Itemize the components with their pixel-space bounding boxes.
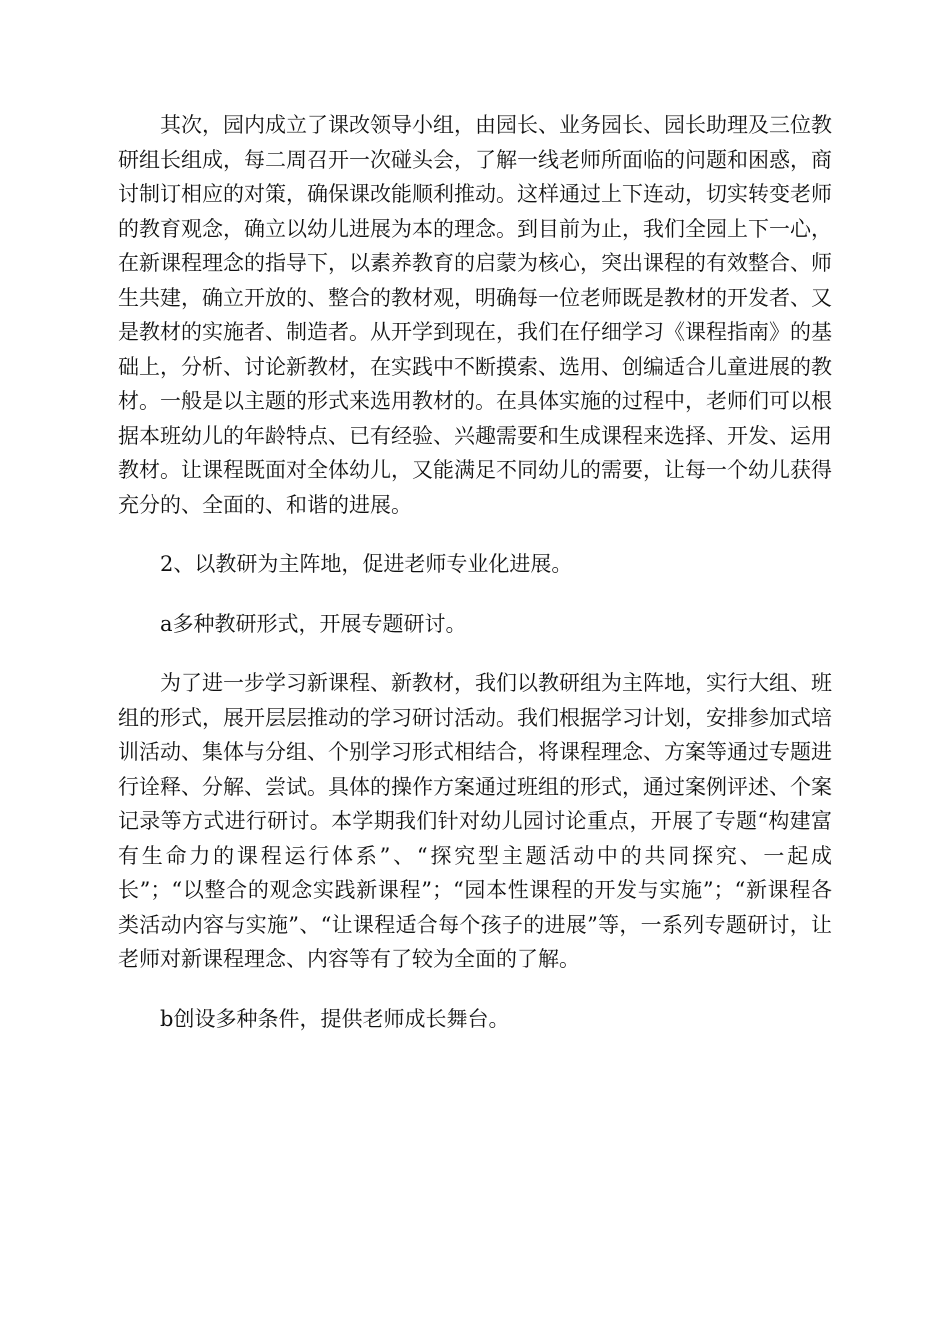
paragraph-research-activities: 为了进一步学习新课程、新教材，我们以教研组为主阵地，实行大组、班组的形式，展开层层推动的学习研讨活动。我们根据学习计划，安排参加式培训活动、集体与分组、个别学习形式相结合，将课程理念、方案等通过专题进行诠释、分解、尝试。具体的操作方案通过班组的形式，通过案例评述、个案记录等方式进行研讨。本学期我们针对幼儿园讨论重点，开展了专题“构建富有生命力的课程运行体系”、“探究型主题活动中的共同探究、一起成长”；“以整合的观念实践新课程”；“园本性课程的开发与实施”；“新课程各类活动内容与实施”、“让课程适合每个孩子的进展”等，一系列专题研讨，让老师对新课程理念、内容等有了较为全面的了解。 [118,671,832,971]
heading-teaching-research: 2、以教研为主阵地，促进老师专业化进展。 [160,552,573,576]
document-page [118,108,832,1036]
paragraph-curriculum-reform-group: 其次，园内成立了课改领导小组，由园长、业务园长、园长助理及三位教研组长组成，每二周召开一次碰头会，了解一线老师所面临的问题和困惑，商讨制订相应的对策，确保课改能顺利推动。这样通过上下连动，切实转变老师的教育观念，确立以幼儿进展为本的理念。到目前为止，我们全园上下一心，在新课程理念的指导下，以素养教育的启蒙为核心，突出课程的有效整合、师生共建，确立开放的、整合的教材观，明确每一位老师既是教材的开发者、又是教材的实施者、制造者。从开学到现在，我们在仔细学习《课程指南》的基础上，分析、讨论新教材，在实践中不断摸索、选用、创编适合儿童进展的教材。一般是以主题的形式来选用教材的。在具体实施的过程中，老师们可以根据本班幼儿的年龄特点、已有经验、兴趣需要和生成课程来选择、开发、运用教材。让课程既面对全体幼儿，又能满足不同幼儿的需要，让每一个幼儿获得充分的、全面的、和谐的进展。 [118,113,832,517]
subheading-growth-stage: b创设多种条件，提供老师成长舞台。 [160,1006,510,1031]
subheading-research-forms: a多种教研形式，开展专题研讨。 [160,611,467,636]
